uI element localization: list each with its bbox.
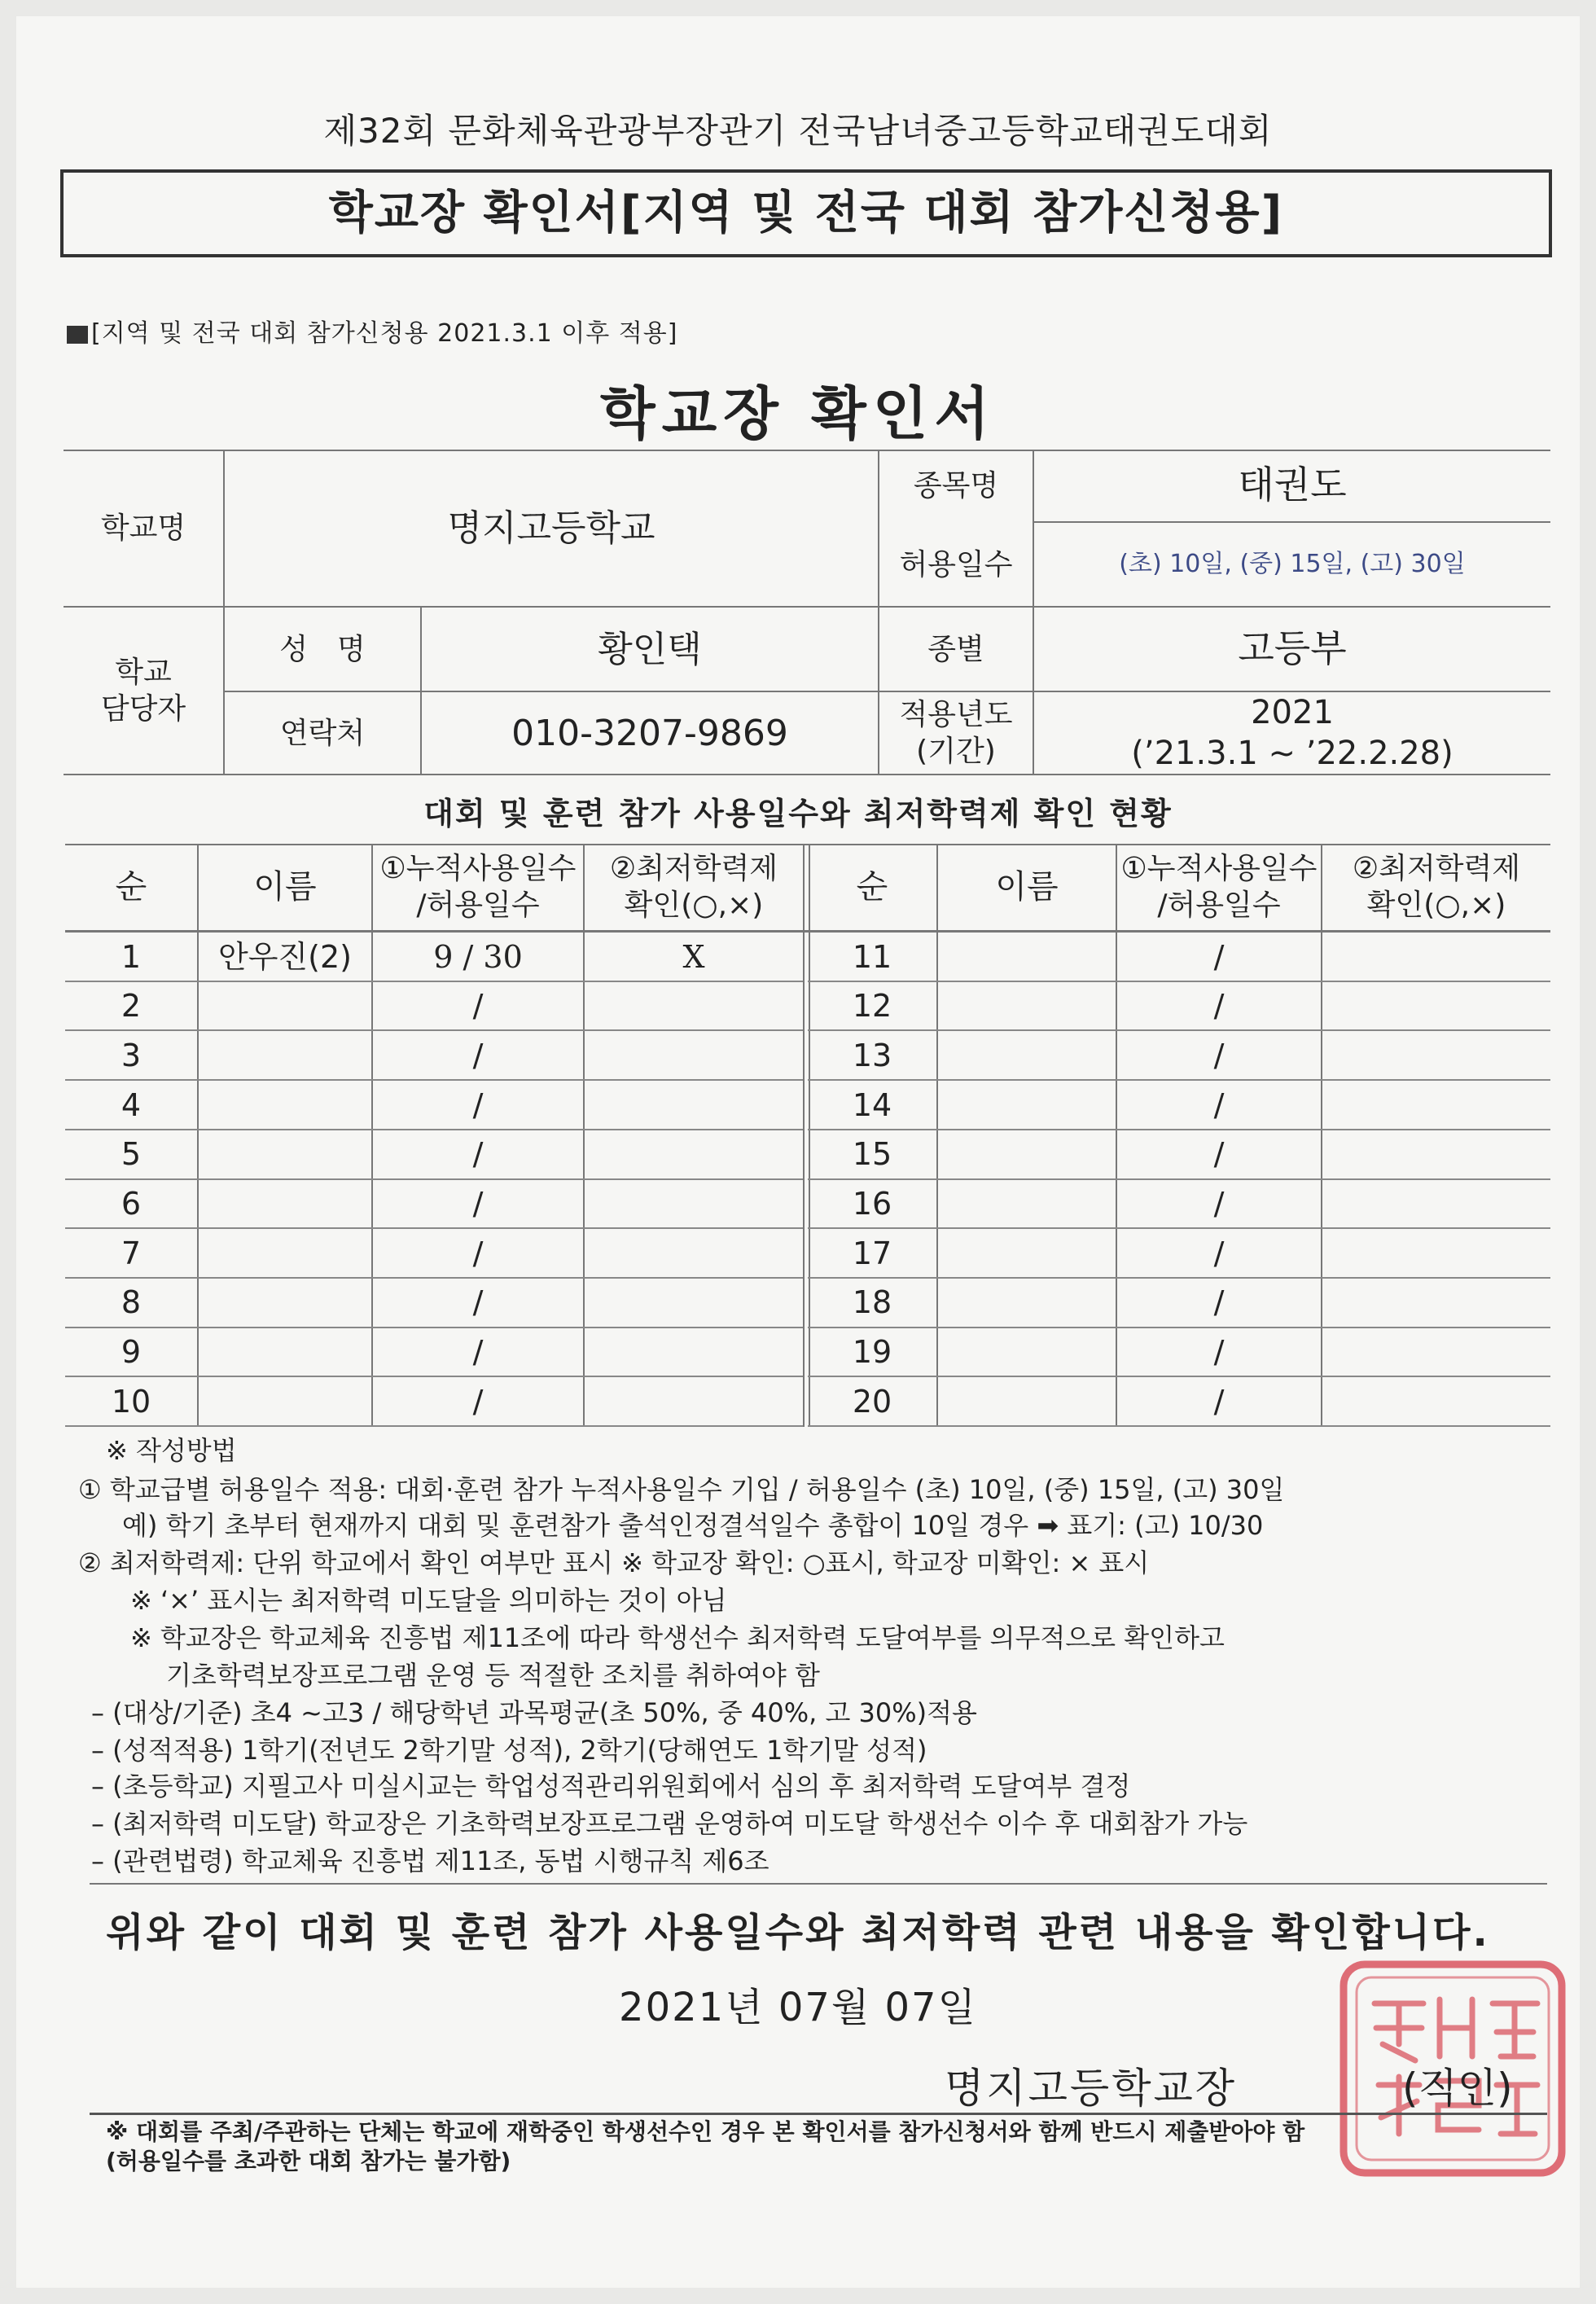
row-check: [585, 1031, 803, 1081]
col-header-days-right: [1117, 844, 1321, 930]
row-name: [199, 1279, 371, 1328]
row-number: 10: [111, 1383, 151, 1420]
col-header-no-left: 순: [115, 868, 147, 906]
row-number: 3: [121, 1037, 142, 1073]
row-number: 6: [121, 1186, 142, 1222]
row-check: [1322, 1279, 1550, 1328]
method-line-2: 예) 학기 초부터 현재까지 대회 및 훈련참가 출석인정결석일수 총합이 10일 경우 ➡ 표기: (고) 10/30: [122, 1510, 1264, 1541]
year-label: [879, 692, 1033, 774]
row-days: /: [1213, 1136, 1225, 1173]
row-number: 14: [852, 1086, 892, 1123]
col-check-line2-right: 확인(○,×): [1366, 889, 1506, 922]
row-number: 5: [121, 1136, 142, 1173]
row-check: [1322, 1328, 1550, 1378]
confirmation-date: 2021년 07월 07일: [619, 1985, 977, 2030]
row-days: /: [1213, 1383, 1225, 1420]
row-name: [938, 1279, 1116, 1328]
row-days: /: [472, 988, 484, 1025]
row-name: [199, 1180, 371, 1230]
name-label: 성 명: [279, 632, 366, 666]
confirmation-statement: 위와 같이 대회 및 훈련 참가 사용일수와 최저학력 관련 내용을 확인합니다.: [106, 1910, 1490, 1955]
row-number: 1: [121, 938, 142, 975]
col-days-line2: /허용일수: [416, 889, 540, 922]
col-header-days-left: [373, 844, 583, 930]
row-name: [938, 1081, 1116, 1130]
row-number: 18: [852, 1284, 892, 1321]
row-number: 2: [121, 988, 142, 1025]
row-days: /: [1213, 1235, 1225, 1271]
row-days: /: [1213, 1284, 1225, 1321]
col-check-line1-right: ②최저학력제: [1352, 852, 1521, 885]
row-days: /: [472, 1334, 484, 1371]
method-line-7: – (대상/기준) 초4 ~고3 / 해당학년 과목평균(초 50%, 중 40%, 고 30%)적용: [91, 1697, 977, 1728]
method-line-10: – (최저학력 미도달) 학교장은 기초학력보장프로그램 운영하여 미도달 학생선수 이수 후 대회참가 가능: [91, 1808, 1248, 1839]
black-square-icon: [67, 326, 88, 344]
row-check: [585, 1130, 803, 1180]
footnote-line-1: ※ 대회를 주최/주관하는 단체는 학교에 재학중인 학생선수인 경우 본 확인서를 참가신청서와 함께 반드시 제출받아야 함: [106, 2118, 1305, 2145]
col-days-line2-right: /허용일수: [1157, 889, 1281, 922]
row-name: [199, 1328, 371, 1378]
method-line-6: 기초학력보장프로그램 운영 등 적절한 조치를 취하여야 함: [166, 1660, 820, 1691]
row-name: [199, 1031, 371, 1081]
event-title: 제32회 문화체육관광부장관기 전국남녀중고등학교태권도대회: [323, 111, 1273, 151]
row-days: /: [1213, 1037, 1225, 1073]
footnote-line-2: (허용일수를 초과한 대회 참가는 불가함): [106, 2148, 511, 2175]
row-check: [585, 1229, 803, 1279]
row-days: /: [472, 1186, 484, 1222]
phone-value: 010-3207-9869: [511, 712, 788, 754]
row-number: 17: [852, 1235, 892, 1271]
row-name: [938, 1229, 1116, 1279]
col-check-line1: ②최저학력제: [609, 852, 778, 885]
seal-label: (직인): [1402, 2065, 1513, 2112]
sport-value: 태권도: [1238, 463, 1347, 507]
row-days: /: [472, 1235, 484, 1271]
row-name: [199, 1229, 371, 1279]
row-name: [938, 1031, 1116, 1081]
contact-label-line1: 학교: [115, 656, 172, 689]
page-title: 학교장 확인서: [599, 380, 997, 447]
row-name: [199, 1377, 371, 1427]
row-number: 9: [121, 1334, 142, 1371]
method-line-8: – (성적적용) 1학기(전년도 2학기말 성적), 2학기(당해연도 1학기말 성적): [91, 1735, 927, 1766]
row-check: [585, 1180, 803, 1230]
row-check: [1322, 1031, 1550, 1081]
row-days: /: [1213, 1334, 1225, 1371]
allowed-days-value: (초) 10일, (중) 15일, (고) 30일: [1119, 550, 1466, 579]
principal-signature: 명지고등학교장: [945, 2065, 1238, 2112]
sport-label: 종목명: [913, 468, 999, 502]
year-label-line1: 적용년도: [899, 698, 1013, 731]
row-number: 20: [852, 1383, 892, 1420]
phone-label: 연락처: [279, 716, 366, 750]
row-name: [938, 982, 1116, 1032]
year-value-line1: 2021: [1251, 694, 1334, 731]
row-days: /: [472, 1037, 484, 1073]
row-check: [1322, 982, 1550, 1032]
row-days: /: [1213, 988, 1225, 1025]
row-number: 7: [121, 1235, 142, 1271]
footnote: [106, 2117, 1304, 2177]
notice-text: [지역 및 전국 대회 참가신청용 2021.3.1 이후 적용]: [91, 319, 678, 348]
col-check-line2: 확인(○,×): [624, 889, 764, 922]
row-check: [1322, 1229, 1550, 1279]
row-days: 9 / 30: [433, 938, 523, 975]
row-check: [1322, 933, 1550, 982]
row-number: 4: [121, 1086, 142, 1123]
row-name: [938, 933, 1116, 982]
row-name: [938, 1328, 1116, 1378]
row-name: [199, 1081, 371, 1130]
row-name: [199, 1130, 371, 1180]
school-value: 명지고등학교: [447, 507, 656, 549]
row-days: /: [472, 1136, 484, 1173]
method-line-4: ※ ‘×’ 표시는 최저학력 미도달을 의미하는 것이 아님: [130, 1585, 727, 1616]
division-value: 고등부: [1238, 626, 1347, 671]
method-line-9: – (초등학교) 지필고사 미실시교는 학업성적관리위원회에서 심의 후 최저학력 도달여부 결정: [91, 1771, 1131, 1802]
division-label: 종별: [927, 632, 984, 666]
method-line-11: – (관련법령) 학교체육 진흥법 제11조, 동법 시행규칙 제6조: [91, 1845, 770, 1876]
col-days-line1: ①누적사용일수: [379, 852, 577, 885]
row-number: 15: [852, 1136, 892, 1173]
table-heading: 대회 및 훈련 참가 사용일수와 최저학력제 확인 현황: [423, 796, 1173, 832]
row-days: /: [1213, 1086, 1225, 1123]
method-title: ※ 작성방법: [106, 1435, 237, 1466]
year-value-line2: (’21.3.1 ~ ’22.2.28): [1131, 735, 1454, 772]
year-value: [1034, 692, 1550, 774]
row-days: /: [472, 1086, 484, 1123]
col-header-check-right: [1322, 844, 1550, 930]
row-name: [938, 1377, 1116, 1427]
row-number: 12: [852, 988, 892, 1025]
row-name: [938, 1180, 1116, 1230]
row-check: [585, 1328, 803, 1378]
row-number: 8: [121, 1284, 142, 1321]
contact-label-line2: 담당자: [100, 692, 186, 726]
row-number: 16: [852, 1186, 892, 1222]
row-check: [1322, 1130, 1550, 1180]
school-label: 학교명: [100, 511, 186, 545]
row-number: 19: [852, 1334, 892, 1371]
row-check: [585, 1279, 803, 1328]
row-number: 11: [852, 938, 892, 975]
row-check: X: [682, 938, 705, 975]
method-line-1: ① 학교급별 허용일수 적용: 대회·훈련 참가 누적사용일수 기입 / 허용일수 (초) 10일, (중) 15일, (고) 30일: [78, 1474, 1285, 1505]
name-value: 황인택: [598, 628, 702, 670]
row-check: [1322, 1081, 1550, 1130]
row-check: [585, 1377, 803, 1427]
contact-person-label: [64, 608, 223, 774]
col-header-name-right: 이름: [995, 868, 1059, 906]
row-number: 13: [852, 1037, 892, 1073]
allowed-days-label: 허용일수: [899, 547, 1013, 581]
row-name: [938, 1130, 1116, 1180]
row-name: 안우진(2): [218, 938, 352, 975]
application-notice: [67, 313, 677, 349]
row-check: [1322, 1377, 1550, 1427]
row-days: /: [1213, 938, 1225, 975]
col-header-no-right: 순: [856, 868, 888, 906]
col-header-check-left: [585, 844, 803, 930]
col-header-name-left: 이름: [253, 868, 317, 906]
row-name: [199, 982, 371, 1032]
row-days: /: [472, 1284, 484, 1321]
method-line-3: ② 최저학력제: 단위 학교에서 확인 여부만 표시 ※ 학교장 확인: ○표시, 학교장 미확인: × 표시: [78, 1547, 1150, 1578]
row-check: [585, 1081, 803, 1130]
row-days: /: [1213, 1186, 1225, 1222]
row-check: [1322, 1180, 1550, 1230]
col-days-line1-right: ①누적사용일수: [1120, 852, 1318, 885]
row-days: /: [472, 1383, 484, 1420]
row-check: [585, 982, 803, 1032]
boxed-document-title: 학교장 확인서[지역 및 전국 대회 참가신청용]: [60, 169, 1552, 257]
method-line-5: ※ 학교장은 학교체육 진흥법 제11조에 따라 학생선수 최저학력 도달여부를 의무적으로 확인하고: [130, 1622, 1225, 1653]
year-label-line2: (기간): [916, 735, 996, 768]
